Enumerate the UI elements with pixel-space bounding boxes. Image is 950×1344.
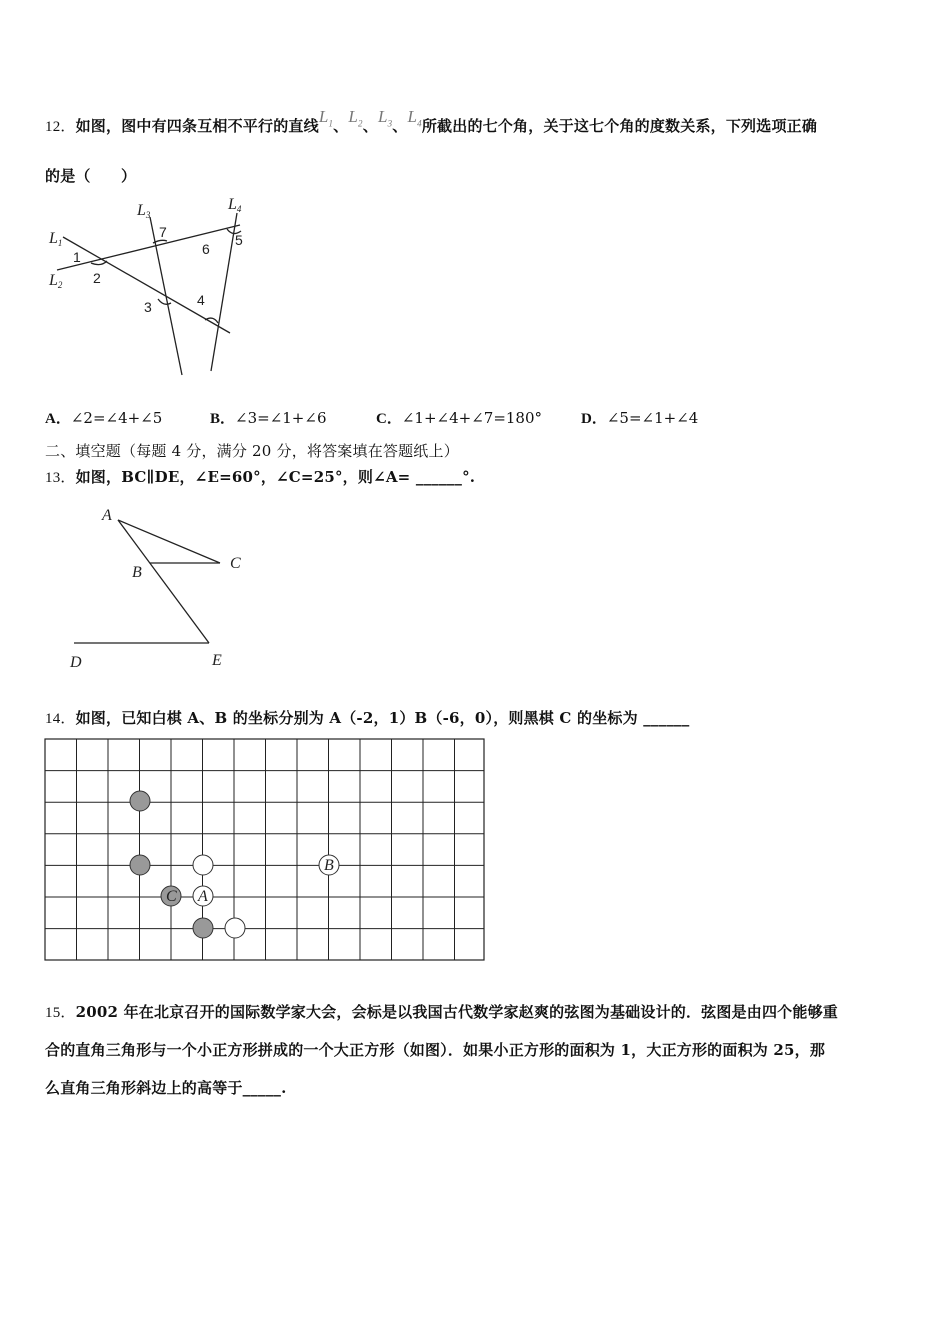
- q15-line-3: 么直角三角形斜边上的高等于_____.: [45, 1079, 287, 1097]
- q14-go-board: [44, 738, 486, 962]
- q12-line-1: 12．如图，图中有四条互相不平行的直线$L_1$、$L_2$、$L_3$、$L_4$所截出的七个角，关于这七个角的度数关系，下列选项正确: [45, 107, 818, 135]
- q12-option-d: D．∠5=∠1+∠4: [581, 409, 699, 427]
- stone-black-c: [161, 886, 181, 906]
- q12-line-l2: $L_2$: [348, 107, 363, 129]
- q12-angle-6: 6: [202, 241, 210, 257]
- q12-label-L3: L3: [137, 202, 151, 220]
- q12-angle-4: 4: [197, 292, 205, 308]
- q12-angle-5: 5: [235, 232, 243, 248]
- q12-text-b: 所截出的七个角，关于这七个角的度数关系，下列选项正确: [421, 117, 818, 135]
- q13-label-b: B: [132, 564, 142, 581]
- svg-text:B: B: [324, 857, 334, 874]
- q12-figure: [45, 195, 265, 380]
- q12-label-L4: L4: [228, 196, 242, 214]
- q12-text-a: 如图，图中有四条互相不平行的直线: [75, 117, 319, 135]
- q15-line-1: 15．2002 年在北京召开的国际数学家大会，会标是以我国古代数学家赵爽的弦图为基础设计的．弦图是由四个能够重: [45, 1003, 838, 1021]
- q12-option-b: B．∠3=∠1+∠6: [210, 409, 327, 427]
- svg-text:C: C: [166, 888, 177, 905]
- q12-line-2: 的是（ ）: [45, 167, 137, 185]
- q12-label-L1: L1: [49, 230, 63, 248]
- q13-text: 如图，BC∥DE，∠E=60°，∠C=25°，则∠A= ______°.: [75, 468, 476, 486]
- q12-option-a: A．∠2=∠4+∠5: [45, 409, 163, 427]
- q12-line-l3: $L_3$: [377, 107, 393, 129]
- q14-text: 如图，已知白棋 A、B 的坐标分别为 A（-2，1）B（-6，0），则黑棋 C 的坐标为 ______: [75, 709, 690, 727]
- q13-figure: [60, 500, 260, 675]
- q12-line-l1: $L_1$: [318, 107, 334, 129]
- q15-line-2: 合的直角三角形与一个小正方形拼成的一个大正方形（如图）．如果小正方形的面积为 1，大正方形的面积为 25，那: [45, 1041, 826, 1059]
- q12-angle-1: 1: [73, 249, 81, 265]
- q12-angle-7: 7: [159, 224, 167, 240]
- q12-line-l4: $L_4$: [407, 107, 422, 129]
- stone-black-3: [193, 918, 213, 938]
- q13-label-e: E: [212, 652, 222, 669]
- stone-black-2: [130, 855, 150, 875]
- section-2-title: 二、填空题（每题 4 分，满分 20 分，将答案填在答题纸上）: [45, 442, 459, 460]
- q12-angle-3: 3: [144, 299, 152, 315]
- stone-white-b: [319, 855, 339, 875]
- q12-angle-2: 2: [93, 270, 101, 286]
- q12-line-L4: [211, 213, 237, 371]
- q13-label-c: C: [230, 555, 241, 572]
- stone-black-1: [130, 791, 150, 811]
- q13-label-a: A: [102, 507, 112, 524]
- q13-number: 13．: [45, 470, 76, 486]
- q12-label-L2: L2: [49, 272, 63, 290]
- stone-white-1: [193, 855, 213, 875]
- q14-line: [45, 707, 689, 728]
- q12-line-L2: [57, 225, 240, 270]
- q13-line: [45, 466, 475, 487]
- q13-label-d: D: [70, 654, 82, 671]
- q12-number: 12．: [45, 119, 76, 135]
- svg-text:A: A: [198, 888, 208, 905]
- q12-option-c: C．∠1+∠4+∠7=180°: [376, 409, 543, 427]
- stone-white-2: [225, 918, 245, 938]
- q15-number: 15．: [45, 1005, 76, 1021]
- stone-white-a: [193, 886, 213, 906]
- q14-number: 14．: [45, 711, 76, 727]
